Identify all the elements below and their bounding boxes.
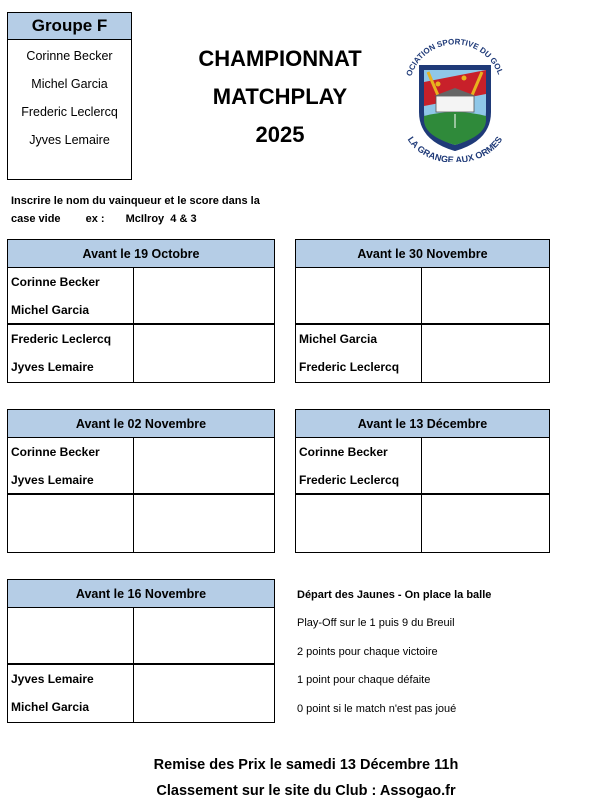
score-cell[interactable] [134,608,274,663]
player-name: Jyves Lemaire [11,672,94,686]
match-row [8,495,274,552]
player-name [8,495,133,523]
player-name: Corinne Becker [11,445,100,459]
player-name [296,296,421,324]
rules-heading: Départ des Jaunes - On place la balle [297,589,492,601]
match-row [8,608,274,665]
name-cell [8,325,134,382]
name-cell [296,268,422,323]
match-box [295,409,550,553]
match-header: Avant le 02 Novembre [8,410,274,438]
player-name: Jyves Lemaire [11,360,94,374]
group-player: Frederic Leclercq [21,105,118,119]
player-name [8,636,133,664]
player-name: Michel Garcia [299,332,378,346]
score-cell[interactable] [422,495,549,552]
match-header: Avant le 19 Octobre [8,240,274,268]
match-row [296,268,549,325]
match-row [8,665,274,722]
rule-item: 1 point pour chaque défaite [297,674,431,686]
rule-item: Play-Off sur le 1 puis 9 du Breuil [297,617,455,629]
score-cell[interactable] [134,325,274,382]
title-matchplay: MATCHPLAY [212,84,348,109]
group-player: Michel Garcia [31,77,108,91]
player-name [296,268,421,296]
group-player: Jyves Lemaire [29,133,110,147]
player-name: Michel Garcia [11,303,90,317]
rule-item: 0 point si le match n'est pas joué [297,703,457,715]
footer-prize: Remise des Prix le samedi 13 Décembre 11h [153,757,459,773]
match-row [8,325,274,382]
group-title: Groupe F [8,13,131,40]
match-row [8,268,274,325]
match-row [296,495,549,552]
instructions-line1: Inscrire le nom du vainqueur et le score dans la [11,195,260,207]
match-row [296,325,549,382]
name-cell [296,438,422,493]
player-name: Frederic Leclercq [11,332,112,346]
instructions-line2 [11,213,197,225]
match-header: Avant le 30 Novembre [296,240,549,268]
match-row [296,438,549,495]
name-cell [296,495,422,552]
score-cell[interactable] [422,268,549,323]
match-box [7,409,275,553]
instructions-prefix: case vide [11,213,61,225]
score-cell[interactable] [422,325,549,382]
player-name: Jyves Lemaire [11,473,94,487]
group-player: Corinne Becker [26,49,113,63]
score-cell[interactable] [422,438,549,493]
instructions-ex: ex : [85,213,105,225]
score-cell[interactable] [134,495,274,552]
name-cell [8,608,134,663]
name-cell [296,325,422,382]
score-cell[interactable] [134,438,274,493]
player-name: Frederic Leclercq [299,360,400,374]
match-box [295,239,550,383]
title-championnat: CHAMPIONNAT [198,46,362,71]
player-name: Corinne Becker [11,275,100,289]
match-box [7,239,275,383]
logo-bottom-text: LA GRANGE AUX ORMES [405,134,505,162]
instructions-example: McIlroy 4 & 3 [125,213,197,225]
rule-item: 2 points pour chaque victoire [297,646,438,658]
score-cell[interactable] [134,665,274,722]
player-name [296,495,421,523]
score-cell[interactable] [134,268,274,323]
name-cell [8,495,134,552]
player-name [296,523,421,551]
player-name: Michel Garcia [11,700,90,714]
group-box [7,12,132,180]
name-cell [8,665,134,722]
player-name [8,523,133,551]
name-cell [8,268,134,323]
match-box [7,579,275,723]
player-name: Corinne Becker [299,445,388,459]
title-year: 2025 [255,122,305,147]
match-header: Avant le 16 Novembre [8,580,274,608]
player-name [8,608,133,636]
match-header: Avant le 13 Décembre [296,410,549,438]
footer-ranking: Classement sur le site du Club : Assogao.fr [156,783,456,799]
club-logo [400,32,510,162]
logo-top-text: OCIATION SPORTIVE DU GOL [404,37,505,78]
name-cell [8,438,134,493]
match-row [8,438,274,495]
player-name: Frederic Leclercq [299,473,400,487]
